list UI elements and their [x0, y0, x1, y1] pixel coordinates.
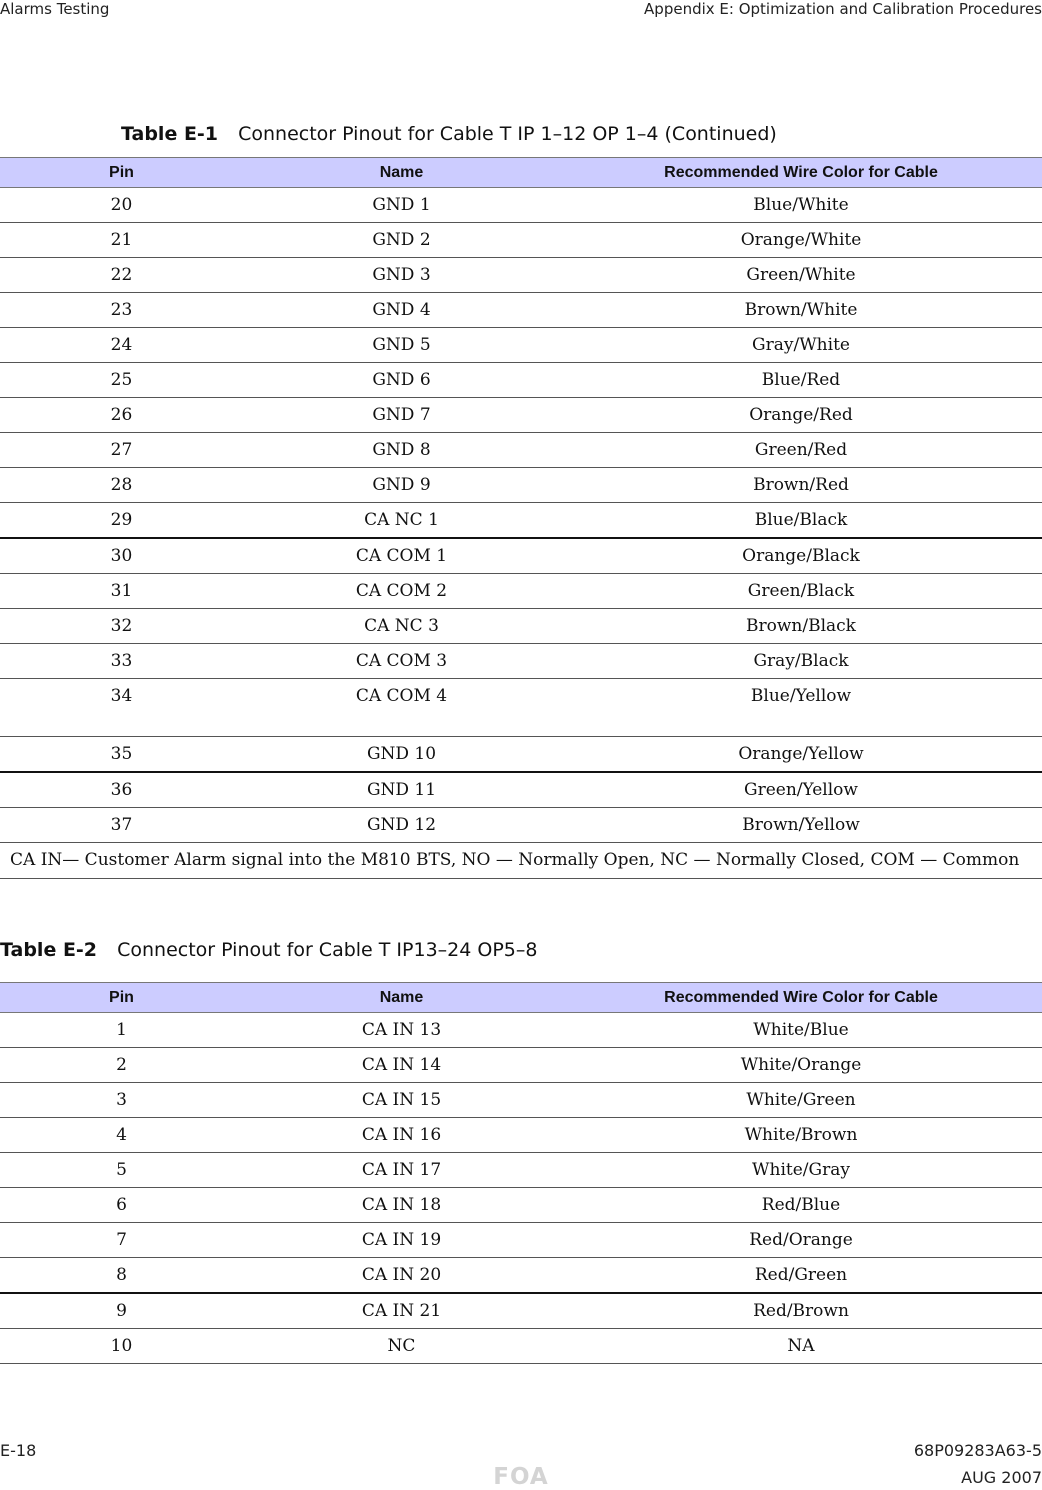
table-e1-title: Connector Pinout for Cable T IP 1–12 OP 1–4 (Continued)	[238, 123, 777, 145]
column-header-name: Name	[243, 983, 560, 1013]
wire-color-cell: Orange/Yellow	[560, 737, 1042, 773]
table-row	[0, 538, 1042, 574]
running-header-right: Appendix E: Optimization and Calibration Procedures	[644, 0, 1042, 18]
pin-cell: 29	[0, 503, 243, 539]
wire-color-cell: Green/White	[560, 258, 1042, 293]
wire-color-cell: White/Green	[560, 1083, 1042, 1118]
wire-color-cell: Red/Green	[560, 1258, 1042, 1294]
pin-cell: 30	[0, 538, 243, 574]
table-e2-number: Table E-2	[0, 939, 98, 961]
pin-cell: 21	[0, 223, 243, 258]
table-row	[0, 363, 1042, 398]
table-row	[0, 433, 1042, 468]
table-row	[0, 468, 1042, 503]
page-number: E-18	[0, 1441, 37, 1460]
table-row	[0, 679, 1042, 737]
name-cell: GND 6	[243, 363, 560, 398]
name-cell: CA NC 1	[243, 503, 560, 539]
table-header-row	[0, 158, 1042, 188]
pin-cell: 20	[0, 188, 243, 223]
pin-cell: 24	[0, 328, 243, 363]
wire-color-cell: NA	[560, 1329, 1042, 1364]
document-number: 68P09283A63-5	[913, 1441, 1042, 1460]
table-row	[0, 609, 1042, 644]
pin-cell: 10	[0, 1329, 243, 1364]
column-header-pin: Pin	[0, 983, 243, 1013]
name-cell: CA IN 16	[243, 1118, 560, 1153]
table-row	[0, 1223, 1042, 1258]
wire-color-cell: Red/Orange	[560, 1223, 1042, 1258]
name-cell: GND 9	[243, 468, 560, 503]
name-cell: CA IN 17	[243, 1153, 560, 1188]
table-e1-caption	[121, 123, 777, 145]
column-header-pin: Pin	[0, 158, 243, 188]
wire-color-cell: Blue/Yellow	[560, 679, 1042, 737]
name-cell: GND 3	[243, 258, 560, 293]
wire-color-cell: Brown/Black	[560, 609, 1042, 644]
table-row	[0, 808, 1042, 843]
table-row	[0, 1258, 1042, 1294]
table-e1-note: CA IN— Customer Alarm signal into the M810 BTS, NO — Normally Open, NC — Normally Closed, COM — Common	[0, 843, 1042, 879]
name-cell: CA NC 3	[243, 609, 560, 644]
wire-color-cell: Gray/Black	[560, 644, 1042, 679]
pin-cell: 26	[0, 398, 243, 433]
wire-color-cell: Gray/White	[560, 328, 1042, 363]
table-row	[0, 1153, 1042, 1188]
wire-color-cell: Brown/Red	[560, 468, 1042, 503]
column-header-name: Name	[243, 158, 560, 188]
column-header-wire-color: Recommended Wire Color for Cable	[560, 983, 1042, 1013]
wire-color-cell: Orange/White	[560, 223, 1042, 258]
pin-cell: 22	[0, 258, 243, 293]
name-cell: GND 11	[243, 772, 560, 808]
table-row	[0, 1188, 1042, 1223]
wire-color-cell: Brown/White	[560, 293, 1042, 328]
wire-color-cell: White/Gray	[560, 1153, 1042, 1188]
pin-cell: 5	[0, 1153, 243, 1188]
name-cell: CA IN 13	[243, 1013, 560, 1048]
table-row	[0, 644, 1042, 679]
wire-color-cell: Orange/Black	[560, 538, 1042, 574]
table-row	[0, 258, 1042, 293]
table-row	[0, 772, 1042, 808]
wire-color-cell: Blue/Red	[560, 363, 1042, 398]
wire-color-cell: White/Orange	[560, 1048, 1042, 1083]
wire-color-cell: Green/Red	[560, 433, 1042, 468]
table-e1-body	[0, 188, 1042, 843]
pin-cell: 32	[0, 609, 243, 644]
table-row	[0, 574, 1042, 609]
name-cell: GND 5	[243, 328, 560, 363]
running-header-left: Alarms Testing	[0, 0, 110, 18]
table-row	[0, 1083, 1042, 1118]
table-row	[0, 503, 1042, 539]
name-cell: CA COM 2	[243, 574, 560, 609]
table-row	[0, 328, 1042, 363]
table-e1	[0, 157, 1042, 879]
pin-cell: 6	[0, 1188, 243, 1223]
pin-cell: 37	[0, 808, 243, 843]
table-row	[0, 1048, 1042, 1083]
wire-color-cell: Green/Black	[560, 574, 1042, 609]
table-e2-caption	[0, 939, 537, 961]
pin-cell: 36	[0, 772, 243, 808]
pin-cell: 3	[0, 1083, 243, 1118]
wire-color-cell: Brown/Yellow	[560, 808, 1042, 843]
pin-cell: 33	[0, 644, 243, 679]
pin-cell: 1	[0, 1013, 243, 1048]
wire-color-cell: Green/Yellow	[560, 772, 1042, 808]
pin-cell: 2	[0, 1048, 243, 1083]
name-cell: CA IN 18	[243, 1188, 560, 1223]
table-e2	[0, 982, 1042, 1364]
wire-color-cell: Red/Brown	[560, 1293, 1042, 1329]
table-e2-title: Connector Pinout for Cable T IP13–24 OP5–8	[117, 939, 538, 961]
pin-cell: 27	[0, 433, 243, 468]
pin-cell: 4	[0, 1118, 243, 1153]
wire-color-cell: Blue/Black	[560, 503, 1042, 539]
table-header-row	[0, 983, 1042, 1013]
pin-cell: 9	[0, 1293, 243, 1329]
pin-cell: 7	[0, 1223, 243, 1258]
name-cell: CA COM 3	[243, 644, 560, 679]
foa-watermark: FOA	[493, 1464, 549, 1490]
name-cell: GND 12	[243, 808, 560, 843]
wire-color-cell: White/Brown	[560, 1118, 1042, 1153]
name-cell: GND 2	[243, 223, 560, 258]
wire-color-cell: Blue/White	[560, 188, 1042, 223]
publication-date: AUG 2007	[961, 1468, 1042, 1487]
pin-cell: 34	[0, 679, 243, 737]
name-cell: CA IN 14	[243, 1048, 560, 1083]
pin-cell: 31	[0, 574, 243, 609]
table-row	[0, 1293, 1042, 1329]
table-row	[0, 1013, 1042, 1048]
table-note-row	[0, 843, 1042, 879]
pin-cell: 35	[0, 737, 243, 773]
pin-cell: 28	[0, 468, 243, 503]
name-cell: GND 4	[243, 293, 560, 328]
pin-cell: 25	[0, 363, 243, 398]
name-cell: NC	[243, 1329, 560, 1364]
name-cell: GND 7	[243, 398, 560, 433]
wire-color-cell: White/Blue	[560, 1013, 1042, 1048]
name-cell: CA COM 1	[243, 538, 560, 574]
name-cell: CA IN 21	[243, 1293, 560, 1329]
table-e1-number: Table E-1	[121, 123, 219, 145]
table-row	[0, 1118, 1042, 1153]
table-e2-body	[0, 1013, 1042, 1364]
wire-color-cell: Red/Blue	[560, 1188, 1042, 1223]
column-header-wire-color: Recommended Wire Color for Cable	[560, 158, 1042, 188]
name-cell: GND 10	[243, 737, 560, 773]
name-cell: CA IN 19	[243, 1223, 560, 1258]
table-row	[0, 1329, 1042, 1364]
table-row	[0, 737, 1042, 773]
pin-cell: 8	[0, 1258, 243, 1294]
name-cell: GND 1	[243, 188, 560, 223]
name-cell: CA IN 20	[243, 1258, 560, 1294]
wire-color-cell: Orange/Red	[560, 398, 1042, 433]
name-cell: CA COM 4	[243, 679, 560, 737]
table-row	[0, 293, 1042, 328]
table-row	[0, 398, 1042, 433]
pin-cell: 23	[0, 293, 243, 328]
name-cell: CA IN 15	[243, 1083, 560, 1118]
name-cell: GND 8	[243, 433, 560, 468]
table-row	[0, 223, 1042, 258]
table-row	[0, 188, 1042, 223]
